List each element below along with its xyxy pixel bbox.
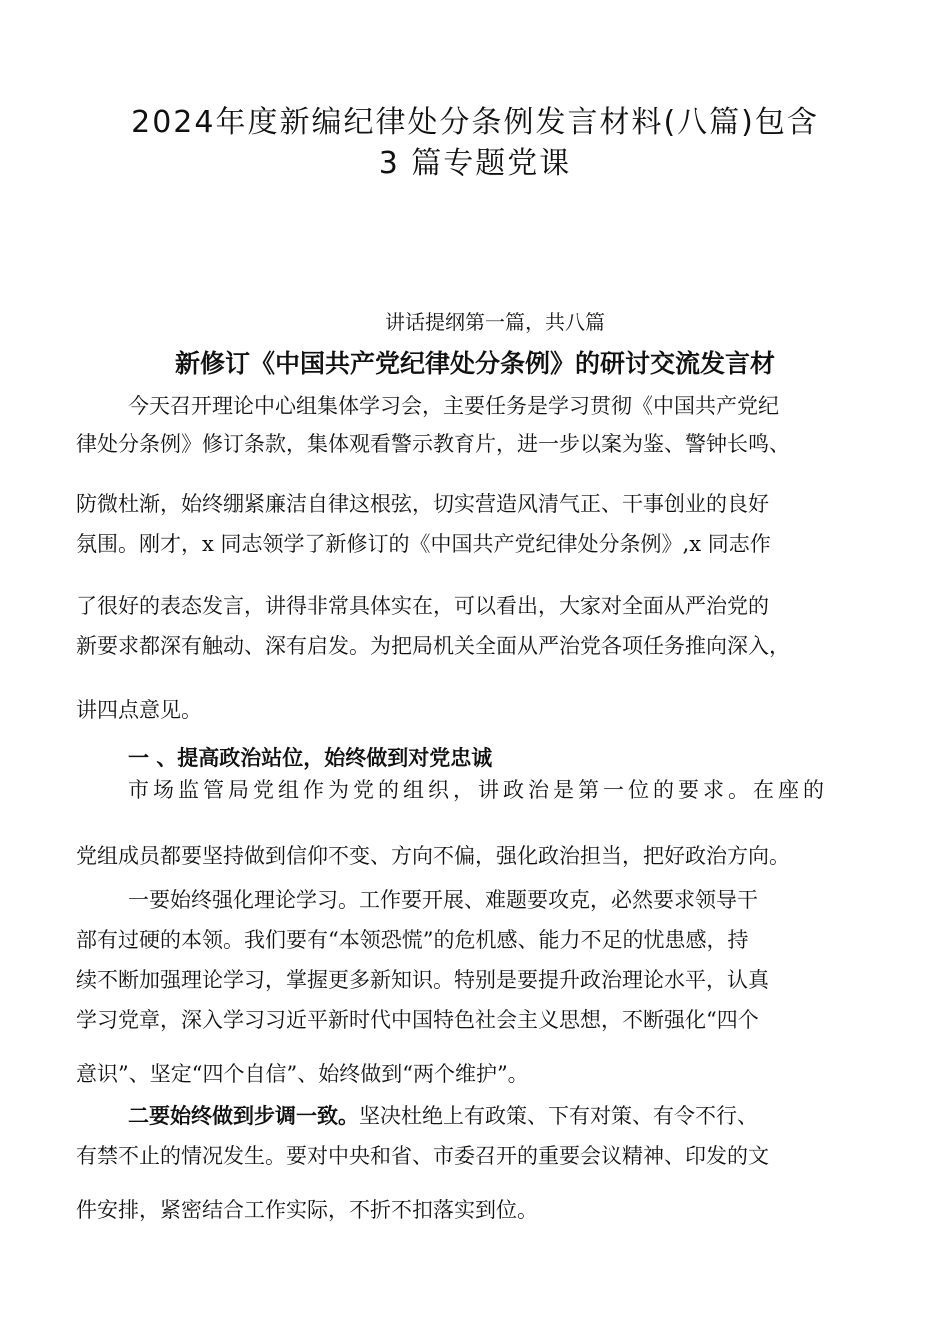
article-heading: 新修订《中国共产党纪律处分条例》的研讨交流发言材 bbox=[174, 349, 775, 378]
document-title-line-1: 2024年度新编纪律处分条例发言材料(八篇)包含 bbox=[131, 105, 819, 140]
paragraph-3-line-4: 学习党章，深入学习习近平新时代中国特色社会主义思想，不断强化“四个 bbox=[76, 1008, 759, 1032]
paragraph-4-line-1-text: 坚决杜绝上有政策、下有对策、有令不行、 bbox=[359, 1104, 758, 1128]
paragraph-1-line-3: 防微杜渐，始终绷紧廉洁自律这根弦，切实营造风清气正、干事创业的良好 bbox=[76, 492, 769, 516]
paragraph-4-lead: 二要始终做到步调一致。 bbox=[128, 1104, 359, 1128]
paragraph-3-line-1: 一要始终强化理论学习。工作要开展、难题要攻克，必然要求领导干 bbox=[128, 888, 758, 912]
paragraph-4-line-3: 件安排，紧密结合工作实际，不折不扣落实到位。 bbox=[76, 1198, 538, 1222]
document-title-line-2: 3 篇专题党课 bbox=[378, 146, 572, 181]
paragraph-2-line-2: 党组成员都要坚持做到信仰不变、方向不偏，强化政治担当，把好政治方向。 bbox=[76, 844, 790, 868]
paragraph-1-line-4: 氛围。刚才，x 同志领学了新修订的《中国共产党纪律处分条例》,x 同志作 bbox=[76, 532, 771, 556]
paragraph-1-line-2: 律处分条例》修订条款，集体观看警示教育片，进一步以案为鉴、警钟长鸣、 bbox=[76, 432, 790, 456]
paragraph-3-line-2: 部有过硬的本领。我们要有“本领恐慌”的危机感、能力不足的忧患感，持 bbox=[76, 928, 749, 952]
paragraph-4-line-1 bbox=[128, 1106, 758, 1127]
paragraph-1-line-5: 了很好的表态发言，讲得非常具体实在，可以看出，大家对全面从严治党的 bbox=[76, 594, 769, 618]
subtitle: 讲话提纲第一篇，共八篇 bbox=[385, 310, 605, 334]
paragraph-1-line-7: 讲四点意见。 bbox=[76, 698, 202, 722]
paragraph-3-line-3: 续不断加强理论学习，掌握更多新知识。特别是要提升政治理论水平，认真 bbox=[76, 968, 769, 992]
paragraph-1-line-1: 今天召开理论中心组集体学习会，主要任务是学习贯彻《中国共产党纪 bbox=[128, 394, 779, 418]
paragraph-2-line-1: 市场监管局党组作为党的组织，讲政治是第一位的要求。在座的 bbox=[128, 778, 828, 802]
paragraph-1-line-6: 新要求都深有触动、深有启发。为把局机关全面从严治党各项任务推向深入， bbox=[76, 634, 790, 658]
paragraph-3-line-5: 意识”、坚定“四个自信”、始终做到“两个维护”。 bbox=[76, 1062, 529, 1086]
paragraph-4-line-2: 有禁不止的情况发生。要对中央和省、市委召开的重要会议精神、印发的文 bbox=[76, 1144, 769, 1168]
section-heading-1: 一 、提高政治站位，始终做到对党忠诚 bbox=[128, 746, 493, 770]
